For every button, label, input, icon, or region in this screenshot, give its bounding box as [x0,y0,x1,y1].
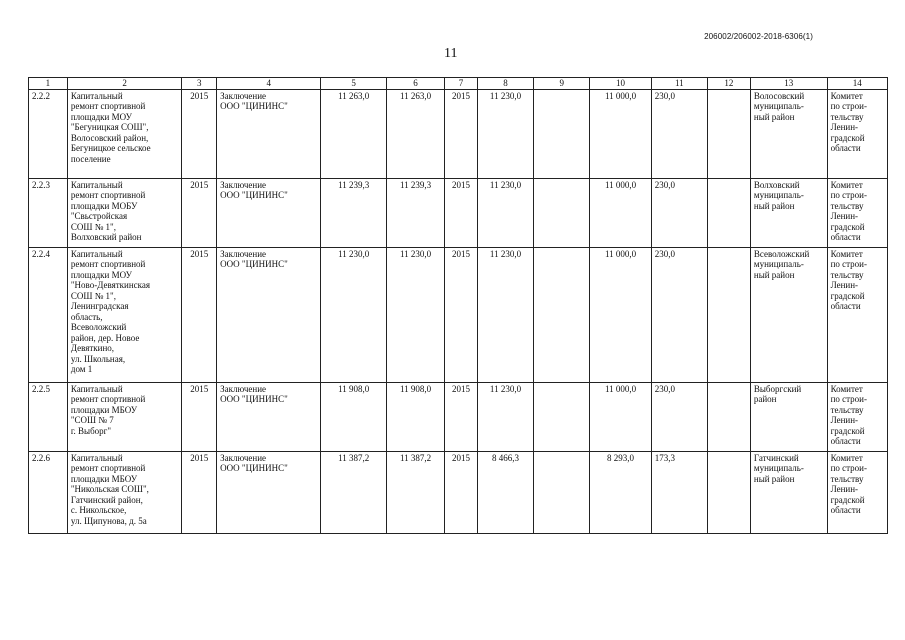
object-name: Капитальный ремонт спортивной площадки МОУ "Бегуницкая СОШ", Волосовский район, Бегуницкое сельское поселение [67,89,182,178]
financing-column-12 [707,382,750,451]
start-year: 2015 [182,89,217,178]
financing-column-12 [707,178,750,247]
district: Волховский муниципаль- ный район [750,178,827,247]
district: Гатчинский муниципаль- ный район [750,451,827,533]
cost-value: 11 230,0 [386,247,444,382]
column-header: 9 [534,78,590,90]
financing-column-9 [534,451,590,533]
total-financing: 11 230,0 [477,89,533,178]
responsible-customer: Комитет по строи- тельству Ленин- градской области [827,382,887,451]
expert-conclusion: Заключение ООО "ЦИНИНС" [217,451,321,533]
column-header: 7 [445,78,478,90]
object-name: Капитальный ремонт спортивной площадки МБОУ "СОШ № 7 г. Выборг" [67,382,182,451]
financing-column-9 [534,382,590,451]
investment-program-table [28,77,888,534]
column-header: 12 [707,78,750,90]
column-header: 2 [67,78,182,90]
financing-column-12 [707,89,750,178]
responsible-customer: Комитет по строи- тельству Ленин- градской области [827,451,887,533]
estimated-cost: 11 908,0 [321,382,386,451]
local-budget: 230,0 [651,178,707,247]
responsible-customer: Комитет по строи- тельству Ленин- градской области [827,247,887,382]
column-header: 5 [321,78,386,90]
table-row [29,89,888,178]
object-name: Капитальный ремонт спортивной площадки МБОУ "Никольская СОШ", Гатчинский район, с. Никольское, ул. Щипунова, д. 5а [67,451,182,533]
regional-budget: 11 000,0 [590,89,651,178]
start-year: 2015 [182,247,217,382]
start-year: 2015 [182,451,217,533]
item-number: 2.2.3 [29,178,68,247]
estimated-cost: 11 230,0 [321,247,386,382]
regional-budget: 11 000,0 [590,382,651,451]
financing-column-12 [707,451,750,533]
table-row [29,451,888,533]
table-row [29,382,888,451]
finance-year: 2015 [445,178,478,247]
column-header: 3 [182,78,217,90]
cost-value: 11 387,2 [386,451,444,533]
cost-value: 11 908,0 [386,382,444,451]
local-budget: 230,0 [651,247,707,382]
local-budget: 230,0 [651,89,707,178]
item-number: 2.2.2 [29,89,68,178]
expert-conclusion: Заключение ООО "ЦИНИНС" [217,89,321,178]
cost-value: 11 263,0 [386,89,444,178]
responsible-customer: Комитет по строи- тельству Ленин- градской области [827,89,887,178]
item-number: 2.2.5 [29,382,68,451]
district: Волосовский муниципаль- ный район [750,89,827,178]
column-header: 6 [386,78,444,90]
expert-conclusion: Заключение ООО "ЦИНИНС" [217,178,321,247]
column-header: 10 [590,78,651,90]
start-year: 2015 [182,382,217,451]
local-budget: 230,0 [651,382,707,451]
column-number-row [29,78,888,90]
financing-column-9 [534,89,590,178]
district: Всеволожский муниципаль- ный район [750,247,827,382]
expert-conclusion: Заключение ООО "ЦИНИНС" [217,247,321,382]
financing-column-12 [707,247,750,382]
item-number: 2.2.4 [29,247,68,382]
estimated-cost: 11 387,2 [321,451,386,533]
local-budget: 173,3 [651,451,707,533]
finance-year: 2015 [445,89,478,178]
expert-conclusion: Заключение ООО "ЦИНИНС" [217,382,321,451]
object-name: Капитальный ремонт спортивной площадки МОБУ "Свьстройская СОШ № 1", Волховский район [67,178,182,247]
document-registration-id: 206002/206002-2018-6306(1) [704,32,813,41]
table-row [29,247,888,382]
column-header: 13 [750,78,827,90]
total-financing: 11 230,0 [477,382,533,451]
column-header: 1 [29,78,68,90]
table-row [29,178,888,247]
item-number: 2.2.6 [29,451,68,533]
estimated-cost: 11 263,0 [321,89,386,178]
financing-column-9 [534,178,590,247]
total-financing: 11 230,0 [477,247,533,382]
district: Выборгский район [750,382,827,451]
financing-column-9 [534,247,590,382]
column-header: 4 [217,78,321,90]
responsible-customer: Комитет по строи- тельству Ленин- градской области [827,178,887,247]
regional-budget: 11 000,0 [590,178,651,247]
estimated-cost: 11 239,3 [321,178,386,247]
column-header: 8 [477,78,533,90]
column-header: 14 [827,78,887,90]
total-financing: 8 466,3 [477,451,533,533]
object-name: Капитальный ремонт спортивной площадки МОУ "Ново-Девяткинская СОШ № 1", Ленинградская область, Всеволожский район, дер. Новое Девяткино, ул. Школьная, дом 1 [67,247,182,382]
start-year: 2015 [182,178,217,247]
total-financing: 11 230,0 [477,178,533,247]
finance-year: 2015 [445,247,478,382]
finance-year: 2015 [445,451,478,533]
cost-value: 11 239,3 [386,178,444,247]
column-header: 11 [651,78,707,90]
regional-budget: 8 293,0 [590,451,651,533]
finance-year: 2015 [445,382,478,451]
page-number: 11 [444,46,458,61]
regional-budget: 11 000,0 [590,247,651,382]
